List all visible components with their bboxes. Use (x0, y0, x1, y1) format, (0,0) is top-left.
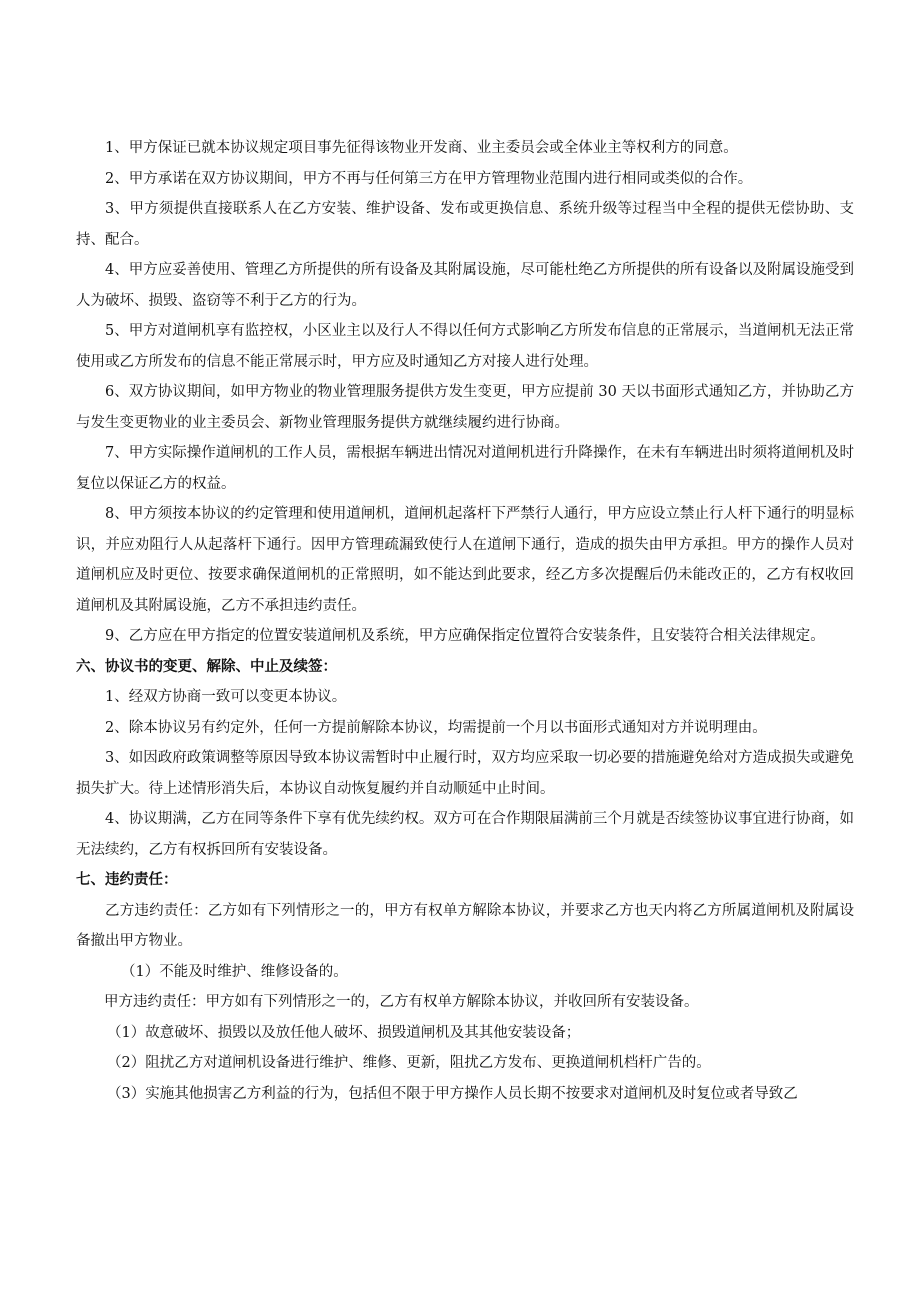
breach-party-a-item-3: （3）实施其他损害乙方利益的行为，包括但不限于甲方操作人员长期不按要求对道闸机及时复位或者导致乙 (107, 1085, 798, 1102)
clause-a-2: 2、甲方承诺在双方协议期间，甲方不再与任何第三方在甲方管理物业范围内进行相同或类似的合作。 (105, 170, 753, 187)
breach-party-b-item-1: （1）不能及时维护、维修设备的。 (121, 963, 348, 980)
clause-a-5: 5、甲方对道闸机享有监控权，小区业主以及行人不得以任何方式影响乙方所发布信息的正常展示，当道闸机无法正常使用或乙方所发布的信息不能正常展示时，甲方应及时通知乙方对接人进行处理。 (76, 323, 854, 370)
breach-party-a-text: 甲方违约责任：甲方如有下列情形之一的，乙方有权单方解除本协议，并收回所有安装设备。 (104, 994, 699, 1010)
clause-b-4: 4、协议期满，乙方在同等条件下享有优先续约权。双方可在合作期限届满前三个月就是否续签协议事宜进行协商，如无法续约，乙方有权拆回所有安装设备。 (76, 811, 854, 858)
clause-a-9: 9、乙方应在甲方指定的位置安装道闸机及系统，甲方应确保指定位置符合安装条件，且安装符合相关法律规定。 (105, 628, 825, 644)
breach-party-b-text: 乙方违约责任：乙方如有下列情形之一的，甲方有权单方解除本协议，并要求乙方也天内将乙方所属道闸机及附属设备撤出甲方物业。 (76, 902, 854, 949)
section-heading-6: 六、协议书的变更、解除、中止及续签： (76, 658, 337, 675)
clause-b-1: 1、经双方协商一致可以变更本协议。 (105, 689, 347, 705)
breach-party-a-item-1: （1）故意破坏、损毁以及放任他人破坏、损毁道闸机及其其他安装设备； (107, 1024, 581, 1041)
clause-a-4: 4、甲方应妥善使用、管理乙方所提供的所有设备及其附属设施，尽可能杜绝乙方所提供的所有设备以及附属设施受到人为破坏、损毁、盗窃等不利于乙方的行为。 (76, 262, 854, 309)
clause-a-8: 8、甲方须按本协议的约定管理和使用道闸机，道闸机起落杆下严禁行人通行，甲方应设立禁止行人杆下通行的明显标识，并应劝阻行人从起落杆下通行。因甲方管理疏漏致使行人在道闸下通行，造成的损失由甲方承担。甲方的操作人员对道闸机应及时更位、按要求确保道闸机的正常照明，如不能达到此要求，经乙方多次提醒后仍未能改正的，乙方有权收回道闸机及其附属设施，乙方不承担违约责任。 (76, 506, 854, 614)
breach-party-a-item-2: （2）阻扰乙方对道闸机设备进行维护、维修、更新，阻扰乙方发布、更换道闸机档杆广告的。 (107, 1055, 711, 1071)
document-body (76, 133, 854, 1109)
clause-a-6: 6、双方协议期间，如甲方物业的物业管理服务提供方发生变更，甲方应提前 30 天以书面形式通知乙方，并协助乙方与发生变更物业的业主委员会、新物业管理服务提供方就继续履约进行协商。 (76, 384, 854, 431)
clause-a-1: 1、甲方保证已就本协议规定项目事先征得该物业开发商、业主委员会或全体业主等权利方的同意。 (105, 140, 738, 156)
clause-b-3: 3、如因政府政策调整等原因导致本协议需暂时中止履行时，双方均应采取一切必要的措施避免给对方造成损失或避免损失扩大。待上述情形消失后，本协议自动恢复履约并自动顺延中止时间。 (76, 750, 854, 797)
clause-a-7: 7、甲方实际操作道闸机的工作人员，需根据车辆进出情况对道闸机进行升降操作，在未有车辆进出时须将道闸机及时复位以保证乙方的权益。 (76, 445, 854, 492)
clause-a-3: 3、甲方须提供直接联系人在乙方安装、维护设备、发布或更换信息、系统升级等过程当中全程的提供无偿协助、支持、配合。 (76, 201, 854, 248)
clause-b-2: 2、除本协议另有约定外，任何一方提前解除本协议，均需提前一个月以书面形式通知对方并说明理由。 (105, 719, 767, 736)
section-heading-7: 七、违约责任： (76, 872, 178, 888)
